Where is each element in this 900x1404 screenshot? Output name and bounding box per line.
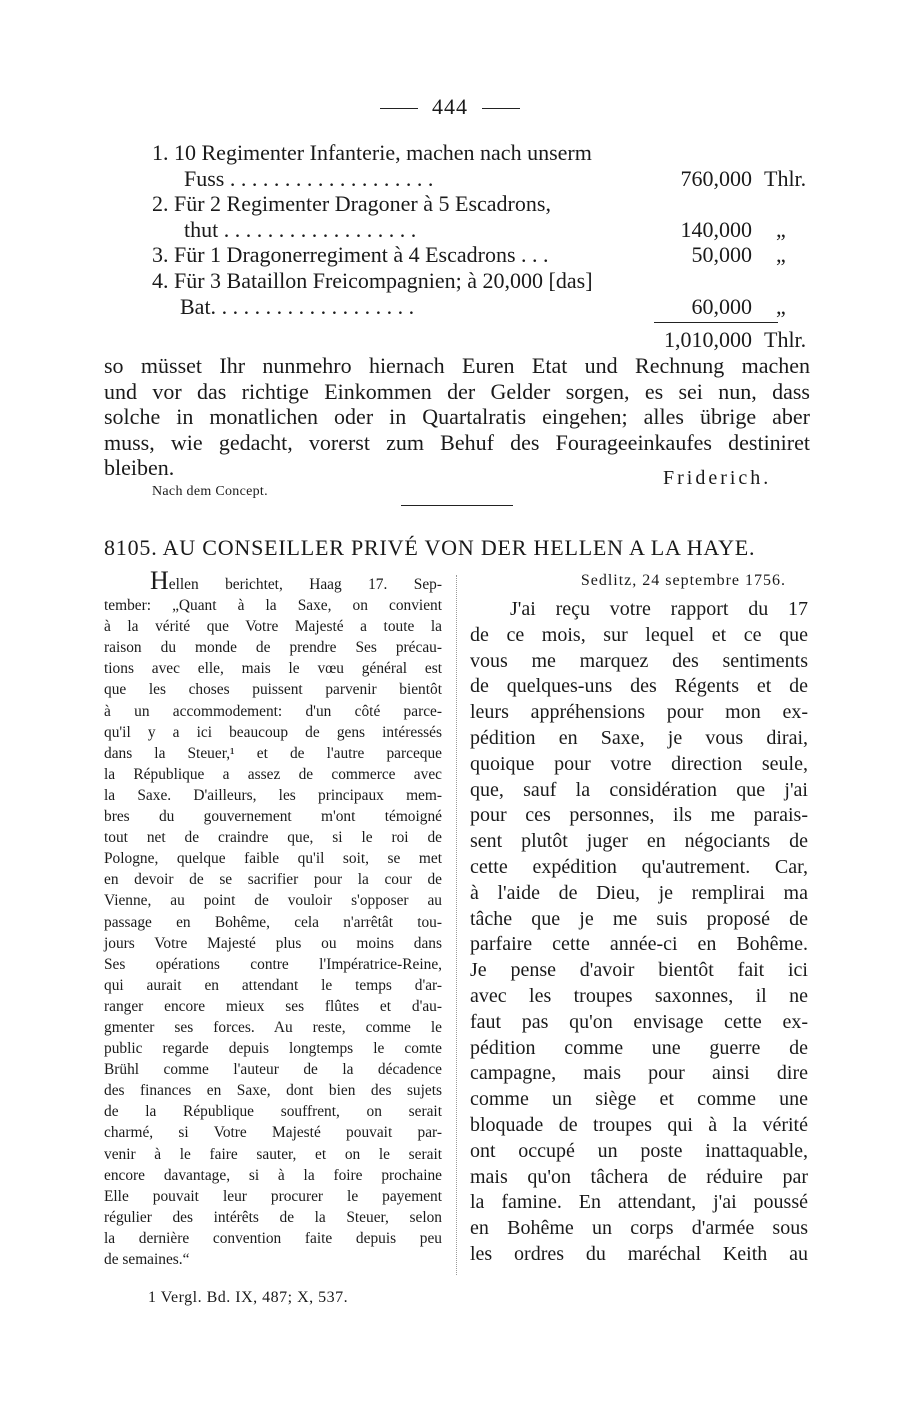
reply-line: ont occupé un poste inattaquable, xyxy=(470,1139,808,1162)
reply-line: vous me marquez des sentiments xyxy=(470,649,808,672)
reply-line: Je pense d'avoir bientôt fait ici xyxy=(470,959,808,982)
table-item-number: 2. xyxy=(152,191,169,216)
report-line: charmé, si Votre Majesté pouvait par- xyxy=(104,1124,442,1142)
reply-line: avec les troupes saxonnes, il ne xyxy=(470,984,808,1007)
reply-line: les ordres du maréchal Keith au xyxy=(470,1242,808,1265)
reply-line: que, sauf la considération que j'ai xyxy=(470,778,808,801)
letter-line: bleiben. xyxy=(104,455,175,481)
report-line: Elle pouvait leur procurer le payement xyxy=(104,1187,442,1205)
leader-dots: . . . . . . . . . . . . . . . . . . xyxy=(216,294,415,319)
reply-line: tâche que je me suis proposé de xyxy=(470,907,808,930)
report-summary xyxy=(104,566,442,1270)
report-line: des finances en Saxe, dont bien des sujets xyxy=(104,1082,442,1100)
table-item-unit: „ xyxy=(776,294,786,319)
leader-dots: . . . . . . . . . . . . . . . . . . . xyxy=(224,166,434,191)
report-line: raison du monde de prendre Ses précau- xyxy=(104,639,442,657)
report-line: gmenter ses forces. Au reste, comme le xyxy=(104,1018,442,1036)
report-line: passage en Bohême, cela n'arrêtât tou- xyxy=(104,913,442,931)
report-line: tions avec elle, mais le vœu général est xyxy=(104,660,442,678)
table-item-1-line2 xyxy=(184,166,433,192)
reply-letter xyxy=(470,597,808,1268)
page-number xyxy=(0,94,900,120)
letter-line: muss, wie gedacht, vorerst zum Behuf des Fourageeinkaufes destiniret xyxy=(104,429,810,455)
reply-line: pour ces personnes, ils me parais- xyxy=(470,804,808,827)
document-heading: 8105. AU CONSEILLER PRIVÉ VON DER HELLEN A LA HAYE. xyxy=(104,535,756,560)
reply-line: comme un siège et comme une xyxy=(470,1088,808,1111)
source-note: Nach dem Concept. xyxy=(152,484,268,499)
section-divider xyxy=(401,505,513,506)
report-line: que les choses puissent parvenir bientôt xyxy=(104,681,442,699)
report-line: bres du gouvernement m'ont témoigné xyxy=(104,808,442,826)
report-line: à la vérité que Votre Majesté a toute la xyxy=(104,618,442,636)
reply-line: bloquade de troupes qui à la vérité xyxy=(470,1113,808,1136)
report-line: qu'il y a ici beaucoup de gens intéressés xyxy=(104,723,442,741)
report-line: dans la Steuer,¹ et de l'autre parceque xyxy=(104,744,442,762)
report-line: en devoir de se sacrifier pour la cour de xyxy=(104,871,442,889)
reply-line: pédition comme une guerre de xyxy=(470,1036,808,1059)
table-item-text: Für 3 Bataillon Freicompagnien; à 20,000 [das] xyxy=(174,268,593,293)
place-date: Sedlitz, 24 septembre 1756. xyxy=(580,572,786,589)
reply-line: mais qu'on tâchera de réduire par xyxy=(470,1165,808,1188)
report-line: jours Votre Majesté plus ou moins dans xyxy=(104,934,442,952)
table-item-unit: „ xyxy=(776,217,786,242)
sum-rule xyxy=(654,322,778,323)
table-item-amount: 60,000 xyxy=(691,294,752,319)
dropcap: H xyxy=(150,566,169,595)
letter-line: so müsset Ihr nunmehro hiernach Euren Etat und Rechnung machen xyxy=(104,353,810,378)
table-item-1-line1 xyxy=(152,140,592,166)
reply-line: en Bohême un corps d'armée sous xyxy=(470,1217,808,1240)
reply-line: parfaire cette année-ci en Bohême. xyxy=(470,933,808,956)
report-line: Brühl comme l'auteur de la décadence xyxy=(104,1061,442,1079)
report-line-first xyxy=(104,566,442,595)
table-item-text: Für 1 Dragonerregiment à 4 Escadrons xyxy=(174,242,516,267)
table-item-text: Bat. xyxy=(180,294,217,319)
report-line: venir à le faire sauter, et on le serait xyxy=(104,1145,442,1163)
table-item-2-line2 xyxy=(184,217,416,243)
table-item-2-line1 xyxy=(152,191,551,217)
table-item-3-line1 xyxy=(152,242,549,268)
reply-line: sent plutôt juger en négociants de xyxy=(470,830,808,853)
reply-line: de ce mois, sur lequel et ce que xyxy=(470,623,808,646)
table-item-unit: Thlr. xyxy=(764,166,807,191)
letter-body xyxy=(104,353,810,481)
report-line: tember: „Quant à la Saxe, on convient xyxy=(104,597,442,615)
reply-line: pédition en Saxe, je vous dirai, xyxy=(470,726,808,749)
footnote: 1 Vergl. Bd. IX, 487; X, 537. xyxy=(148,1289,349,1306)
report-line: de la République souffrent, on serait xyxy=(104,1103,442,1121)
report-line: Ses opérations contre l'Impératrice-Reine, xyxy=(104,955,442,973)
reply-line: faut pas qu'on envisage cette ex- xyxy=(470,1010,808,1033)
reply-line: cette expédition qu'autrement. Car, xyxy=(470,855,808,878)
report-line: la Saxe. D'ailleurs, les principaux mem- xyxy=(104,786,442,804)
table-item-unit: „ xyxy=(776,242,786,267)
leader-dots: . . . . . . . . . . . . . . . . . . xyxy=(218,217,417,242)
reply-line: à l'aide de Dieu, je remplirai ma xyxy=(470,881,808,904)
page-number-dash-right xyxy=(482,108,520,109)
page-number-text: 444 xyxy=(432,94,468,119)
table-item-number: 3. xyxy=(152,242,169,267)
reply-line: la famine. En attendant, j'ai poussé xyxy=(470,1191,808,1214)
report-line: qui aurait en attendant le temps d'ar- xyxy=(104,976,442,994)
report-line: ellen berichtet, Haag 17. Sep- xyxy=(168,576,442,593)
table-total-amount: 1,010,000 xyxy=(664,327,752,352)
report-line: la dernière convention faite depuis peu xyxy=(104,1229,442,1247)
table-item-amount: 50,000 xyxy=(691,242,752,267)
reply-line: de quelques-uns des Régents et de xyxy=(470,675,808,698)
letter-line: und vor das richtige Einkommen der Gelder sorgen, es sei nun, dass xyxy=(104,378,810,404)
table-item-text: Für 2 Regimenter Dragoner à 5 Escadrons, xyxy=(174,191,551,216)
page-number-dash-left xyxy=(380,108,418,109)
table-item-number: 1. xyxy=(152,140,169,165)
table-item-text: 10 Regimenter Infanterie, machen nach unserm xyxy=(174,140,592,165)
report-line: public regarde depuis longtemps le comte xyxy=(104,1040,442,1058)
column-divider xyxy=(456,575,457,1275)
table-item-4-line2 xyxy=(180,294,414,320)
report-line: à un accommodement: d'un côté parce- xyxy=(104,702,442,720)
report-line: tout net de craindre que, si le roi de xyxy=(104,829,442,847)
report-line: Vienne, au point de vouloir s'opposer au xyxy=(104,892,442,910)
report-line: Pologne, quelque faible qu'il soit, se met xyxy=(104,850,442,868)
report-line: de semaines.“ xyxy=(104,1251,190,1268)
table-item-amount: 760,000 xyxy=(680,166,752,191)
letter-line: solche in monatlichen oder in Quartalratis eingehen; alles übrige aber xyxy=(104,404,810,430)
report-line: ranger encore mieux ses flûtes et d'au- xyxy=(104,997,442,1015)
table-total-unit: Thlr. xyxy=(764,327,807,352)
reply-line: quoique pour votre direction seule, xyxy=(470,752,808,775)
table-item-4-line1 xyxy=(152,268,593,294)
table-item-amount: 140,000 xyxy=(680,217,752,242)
report-line: la République a assez de commerce avec xyxy=(104,765,442,783)
table-item-number: 4. xyxy=(152,268,169,293)
reply-line: J'ai reçu votre rapport du 17 xyxy=(510,598,808,620)
report-line: encore davantage, si à la foire prochaine xyxy=(104,1166,442,1184)
leader-dots: . . . xyxy=(515,242,549,267)
reply-line: campagne, mais pour ainsi dire xyxy=(470,1062,808,1085)
signature: Friderich. xyxy=(663,467,772,489)
report-line: régulier des intérêts de la Steuer, selon xyxy=(104,1208,442,1226)
reply-line: leurs appréhensions pour mon ex- xyxy=(470,701,808,724)
table-item-text: Fuss xyxy=(184,166,225,191)
table-item-text: thut xyxy=(184,217,219,242)
